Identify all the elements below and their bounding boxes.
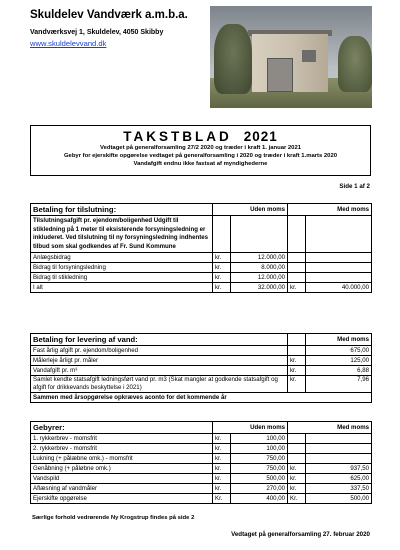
table-row: Vandspild kr. 500,00 kr. 625,00 (31, 474, 372, 484)
special-note: Særlige forhold vedrørende Ny Krogstrup findes på side 2 (32, 515, 195, 521)
table-row: Bidrag til stikledning kr. 12.000,00 (31, 273, 372, 283)
gebyrer-heading: Gebyrer: (31, 422, 213, 434)
col-med-moms: Med moms (288, 422, 372, 434)
col-med-moms: Med moms (288, 204, 372, 216)
vand-note: Sammen med årsopgørelse opkræves aconto for det kommende år (31, 393, 372, 403)
vand-table (30, 333, 372, 403)
takstblad-line1: Vedtaget på generalforsamling 27/2 2020 og træder i kraft 1. januar 2021 (99, 145, 302, 151)
waterworks-photo (210, 6, 372, 108)
takstblad-year: 2021 (243, 129, 278, 144)
col-uden-moms: Uden moms (213, 422, 288, 434)
tilslutning-note: Tilslutningsafgift pr. ejendom/boligenhed Udgift til stikledning på 1 meter til eksisterende forsyningsledning er inkluderet. Ved tilslutning til ny forsyningsledning indhentes tilbud som skal godkendes af Fr. Sund Kommune (31, 216, 213, 253)
company-address: Vandværksvej 1, Skuldelev, 4050 Skibby (30, 29, 164, 36)
takstblad-title: TAKSTBLAD (123, 129, 232, 144)
table-row: Lukning (+ pålæbne omk.) - momsfrit kr. 750,00 (31, 454, 372, 464)
table-row: Bidrag til forsyningsledning kr. 8.000,00 (31, 263, 372, 273)
col-uden-moms: Uden moms (213, 204, 288, 216)
takstblad-line3: Vandafgift endnu ikke fastsat af myndighederne (133, 161, 268, 167)
vand-heading: Betaling for levering af vand: (31, 334, 288, 346)
table-row: Målerleje årligt pr. måler kr. 125,00 (31, 356, 372, 366)
table-row: Aflæsning af vandmåler kr. 270,00 kr. 337,50 (31, 484, 372, 494)
tilslutning-table (30, 203, 372, 293)
table-row: Ejerskifte opgørelse Kr. 400,00 Kr. 500,00 (31, 494, 372, 504)
table-row: Anlægsbidrag kr. 12.000,00 (31, 253, 372, 263)
table-row: Fast årlig afgift pr. ejendom/boligenhed 675,00 (31, 346, 372, 356)
website-link[interactable]: www.skuldelevvand.dk (30, 39, 107, 48)
table-row: Genåbning (+ påløbne omk.) kr. 750,00 kr. 937,50 (31, 464, 372, 474)
company-name: Skuldelev Vandværk a.m.b.a. (30, 9, 188, 21)
table-row: Samlet kendte statsafgift ledningsført vand pr. m3 (Skat mangler at godkende statsafgift og afgift for drikkevands beskyttelse i 2021) kr. 7,96 (31, 376, 372, 393)
table-row: Vandafgift pr. m³ kr. 6,88 (31, 366, 372, 376)
tilslutning-heading: Betaling for tilslutning: (31, 204, 213, 216)
table-row: I alt kr. 32.000,00 kr. 40.000,00 (31, 283, 372, 293)
table-row: 1. rykkerbrev - momsfrit kr. 100,00 (31, 434, 372, 444)
table-row: 2. rykkerbrev - momsfrit kr. 100,00 (31, 444, 372, 454)
gebyrer-table (30, 421, 372, 504)
approval-note: Vedtaget på generalforsamling 27. februar 2020 (231, 531, 370, 538)
takstblad-box (30, 125, 371, 176)
col-med-moms: Med moms (306, 334, 372, 346)
takstblad-line2: Gebyr for ejerskifte opgørelse vedtaget på generalforsamling i 2020 og træder i kraft 1.marts 2020 (63, 153, 338, 159)
page-indicator: Side 1 af 2 (339, 183, 370, 190)
